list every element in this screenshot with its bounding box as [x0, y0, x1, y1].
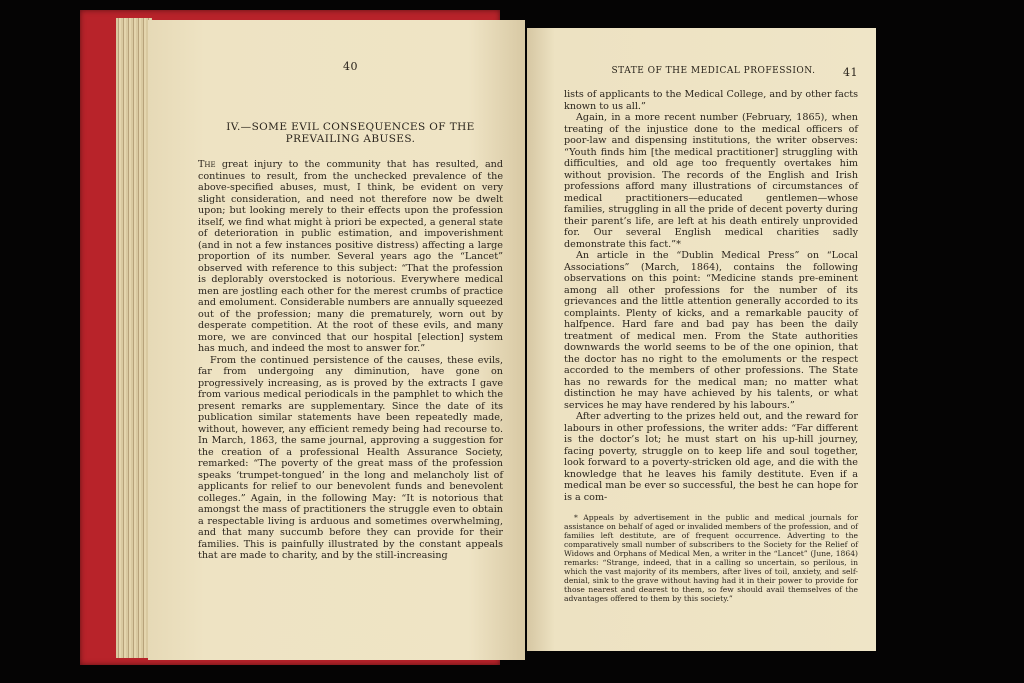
- right-paragraph: lists of applicants to the Medical College, and by other facts known to us all.”: [564, 89, 858, 112]
- left-body: [198, 159, 503, 562]
- chapter-title: IV.—SOME EVIL CONSEQUENCES OF THE PREVAILING ABUSES.: [226, 121, 475, 145]
- left-paragraph: From the continued persistence of the causes, these evils, far from undergoing any diminution, have gone on progressively increasing, as is proved by the extracts I gave from various medical periodicals in the pamphlet to which the present remarks are supplementary. Since the date of its publication similar statements have been repeatedly made, without, however, any efficient remedy being had recourse to. In March, 1863, the same journal, approving a suggestion for the creation of a professional Health Assurance Society, remarked: “The poverty of the great mass of the profession speaks ‘trumpet-tongued’ in the long and melancholy list of applicants for relief to our benevolent funds and benevolent colleges.” Again, in the following May: “It is notorious that amongst the mass of practitioners the struggle even to obtain a respectable living is arduous and sometimes overwhelming, and that many succumb before they can provide for their families. This is painfully illustrated by the constant appeals that are made to charity, and by the still-increasing: [198, 354, 503, 561]
- right-page-number: 41: [843, 66, 858, 79]
- left-running-head: [198, 60, 503, 73]
- right-page: [527, 28, 876, 651]
- running-head-title: STATE OF THE MEDICAL PROFESSION.: [611, 66, 816, 76]
- right-running-head: [564, 66, 858, 79]
- drop-lead: The: [198, 159, 216, 170]
- right-paragraph: An article in the “Dublin Medical Press” on “Local Associations” (March, 1864), contains the following observations on this point: “Medicine stands pre-eminent among all other professions for the number of its grievances and the little attention generally accorded to its complaints. Plenty of kicks, and a remarkable paucity of halfpence. Hard fare and bad pay has been the daily treatment of medical men. From the State authorities downwards the world seems to be of the one opinion, that the doctor has no right to the emoluments or the respect accorded to the members of other professions. The State has no rewards for the medical man; no matter what distinction he may have achieved by his talents, or what services he may have rendered by his labours.”: [564, 250, 858, 411]
- page-edges: [116, 18, 152, 658]
- right-paragraph: Again, in a more recent number (February, 1865), when treating of the injustice done to the medical officers of poor-law and dispensing institutions, the writer observes: “Youth finds him [the medical practitioner] struggling with difficulties, and old age too frequently overtakes him without provision. The records of the English and Irish professions afford many illustrations of circumstances of medical practitioners—educated gentlemen—whose families, struggling in all the pride of decent poverty during their parent’s life, are left at his death entirely unprovided for. Our several English medical charities sadly demonstrate this fact.”*: [564, 112, 858, 250]
- left-paragraph: The great injury to the community that has resulted, and continues to result, from the unchecked prevalence of the above-specified abuses, must, I think, be evident on very slight consideration, and need not therefore now be dwelt upon; but looking merely to their effects upon the profession itself, we find what might à priori be expected, a general state of deterioration in public estimation, and impoverishment (and in not a few instances positive distress) affecting a large proportion of its number. Several years ago the “Lancet” observed with reference to this subject: “That the profession is deplorably overstocked is notorious. Everywhere medical men are jostling each other for the merest crumbs of practice and emolument. Considerable numbers are annually squeezed out of the profession; many die prematurely, worn out by desperate competition. At the root of these evils, and many more, we are convinced that our hospital [election] system has much, and indeed the most to answer for.”: [198, 159, 503, 354]
- left-page-number: 40: [343, 60, 358, 73]
- right-paragraph: After adverting to the prizes held out, and the reward for labours in other professions, the writer adds: “Far different is the doctor’s lot; he must start on his up-hill journey, facing poverty, struggle on to keep life and soul together, look forward to a poverty-stricken old age, and die with the knowledge that he leaves his family destitute. Even if a medical man be ever so successful, the best he can hope for is a com-: [564, 411, 858, 503]
- footnote: * Appeals by advertisement in the public and medical journals for assistance on behalf of aged or invalided members of the profession, and of families left destitute, are of frequent occurrence. Adverting to the comparatively small number of subscribers to the Society for the Relief of Widows and Orphans of Medical Men, a writer in the “Lancet” (June, 1864) remarks: “Strange, indeed, that in a calling so uncertain, so perilous, in which the vast majority of its members, after lives of toil, anxiety, and self-denial, sink to the grave without having had it in their power to provide for those nearest and dearest to them, so few should avail themselves of the advantages offered to them by this society.”: [564, 513, 858, 603]
- left-page: [148, 20, 525, 660]
- right-body: [564, 89, 858, 503]
